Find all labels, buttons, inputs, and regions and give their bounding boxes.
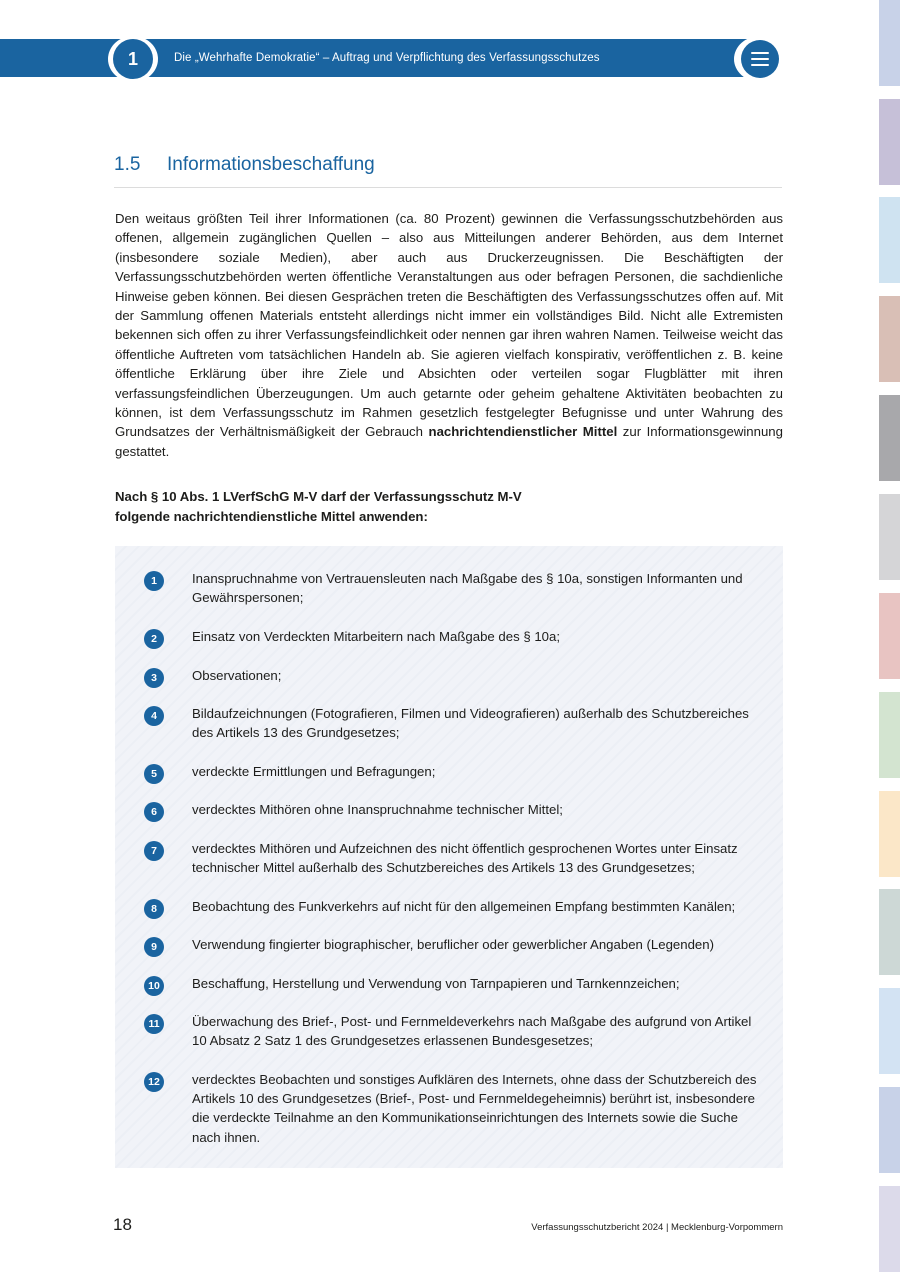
list-item-number: 10 <box>144 976 164 996</box>
body-text-part1: Den weitaus größten Teil ihrer Informationen (ca. 80 Prozent) gewinnen die Verfassungsschutzbehörden aus offenen, allgemein zugänglichen Quellen – also aus Mitteilungen anderer Behörden, aus dem Internet (insbesondere soziale Medien), aber auch aus Druckerzeugnissen. Die Beschäftigten der Verfassungsschutzbehörden werten öffentliche Veranstaltungen aus oder befragen Personen, die sachdienliche Hinweise geben können. Bei diesen Gesprächen treten die Beschäftigten des Verfassungsschutzes offen auf. Mit der Sammlung offenen Materials entsteht allerdings nicht immer ein vollständiges Bild. Nicht alle Extremisten bekennen sich offen zu ihrer Verfassungsfeindlichkeit oder nennen gar ihren wahren Namen. Teilweise weicht das öffentliche Auftreten vom tatsächlichen Handeln ab. Sie agieren vielfach konspirativ, veröffentlichen z. B. keine öffentliche Erklärung über ihre Ziele und Absichten oder verteilen sogar Flugblätter mit ihren verfassungsfeindlichen Überzeugungen. Um auch getarnte oder geheim gehaltene Aktivitäten beobachten zu können, ist dem Verfassungsschutz im Rahmen gesetzlich festgelegter Befugnisse und unter Wahrung des Grundsatzes der Verhältnismäßigkeit der Gebrauch <box>115 211 783 440</box>
chapter-number-badge <box>108 36 158 82</box>
list-item-text: verdecktes Mithören und Aufzeichnen des nicht öffentlich gesprochenen Wortes unter Einsatz technischer Mittel außerhalb des Schutzbereiches des Artikels 13 des Grundgesetzes; <box>192 841 738 876</box>
chapter-tab[interactable] <box>879 395 900 481</box>
list-item-number: 9 <box>144 937 164 957</box>
list-item-text: Bildaufzeichnungen (Fotografieren, Filmen und Videografieren) außerhalb des Schutzbereiches des Artikels 13 des Grundgesetzes; <box>192 706 749 741</box>
list-item-text: Observationen; <box>192 668 282 683</box>
chapter-number: 1 <box>113 39 153 79</box>
list-item-text: Überwachung des Brief-, Post- und Fernmeldeverkehrs nach Maßgabe des aufgrund von Artikel 10 Absatz 2 Satz 1 des Grundgesetzes erlassenen Bundesgesetzes; <box>192 1014 752 1049</box>
section-title: Informationsbeschaffung <box>167 154 375 175</box>
list-item-text: verdecktes Mithören ohne Inanspruchnahme technischer Mittel; <box>192 802 563 817</box>
page-number: 18 <box>113 1215 132 1234</box>
list-item-text: Beobachtung des Funkverkehrs auf nicht für den allgemeinen Empfang bestimmten Kanälen; <box>192 899 736 914</box>
list-item-number: 3 <box>144 668 164 688</box>
list-item-number: 4 <box>144 706 164 726</box>
chapter-tab[interactable] <box>879 988 900 1074</box>
list-item-text: Beschaffung, Herstellung und Verwendung von Tarnpapieren und Tarnkennzeichen; <box>192 976 680 991</box>
chapter-tab[interactable] <box>879 494 900 580</box>
list-intro <box>115 487 715 526</box>
body-paragraph <box>115 209 783 461</box>
list-item-text: verdecktes Beobachten und sonstiges Aufklären des Internets, ohne dass der Schutzbereich des Artikels 10 des Grundgesetzes (Brief-, Post- und Fernmeldegeheimnis) berührt ist, insbesondere die verdeckte Teilnahme an den Kommunikationseinrichtungen des Internets sowie die Suche nach ihnen. <box>192 1072 757 1145</box>
chapter-tab[interactable] <box>879 99 900 185</box>
list-item-number: 2 <box>144 629 164 649</box>
list-intro-line2: folgende nachrichtendienstliche Mittel anwenden: <box>115 508 428 524</box>
chapter-tab[interactable] <box>879 692 900 778</box>
footer-text: Verfassungsschutzbericht 2024 | Mecklenburg-Vorpommern <box>531 1222 783 1233</box>
chapter-tab[interactable] <box>879 197 900 283</box>
chapter-tab[interactable] <box>879 791 900 877</box>
list-item-number: 6 <box>144 802 164 822</box>
list-item-text: verdeckte Ermittlungen und Befragungen; <box>192 764 436 779</box>
chapter-tab[interactable] <box>879 296 900 382</box>
list-item-number: 1 <box>144 571 164 591</box>
body-text-part2: zur Informationsgewinnung gestattet. <box>115 424 783 459</box>
list-item-text: Einsatz von Verdeckten Mitarbeitern nach Maßgabe des § 10a; <box>192 629 561 644</box>
list-item-number: 8 <box>144 899 164 919</box>
means-list-box <box>115 546 783 1168</box>
list-item-text: Inanspruchnahme von Vertrauensleuten nach Maßgabe des § 10a, sonstigen Informanten und Gewährspersonen; <box>192 571 743 606</box>
list-item-number: 5 <box>144 764 164 784</box>
list-item-text: Verwendung fingierter biographischer, beruflicher oder gewerblicher Angaben (Legenden) <box>192 937 714 952</box>
chapter-tab[interactable] <box>879 889 900 975</box>
menu-button[interactable] <box>734 36 786 82</box>
chapter-tab[interactable] <box>879 593 900 679</box>
list-item-number: 12 <box>144 1072 164 1092</box>
list-intro-line1: Nach § 10 Abs. 1 LVerfSchG M-V darf der Verfassungsschutz M-V <box>115 489 522 504</box>
hamburger-menu-icon <box>741 40 779 78</box>
chapter-tab[interactable] <box>879 1087 900 1173</box>
section-heading <box>114 154 782 188</box>
list-item-number: 11 <box>144 1014 164 1034</box>
list-item-number: 7 <box>144 841 164 861</box>
chapter-tabs <box>879 0 900 1272</box>
body-text-bold: nachrichtendienstlicher Mittel <box>428 424 618 440</box>
section-number: 1.5 <box>114 154 141 175</box>
chapter-title: Die „Wehrhafte Demokratie“ – Auftrag und Verpflichtung des Verfassungsschutzes <box>174 52 600 64</box>
chapter-tab[interactable] <box>879 1186 900 1272</box>
chapter-tab[interactable] <box>879 0 900 86</box>
